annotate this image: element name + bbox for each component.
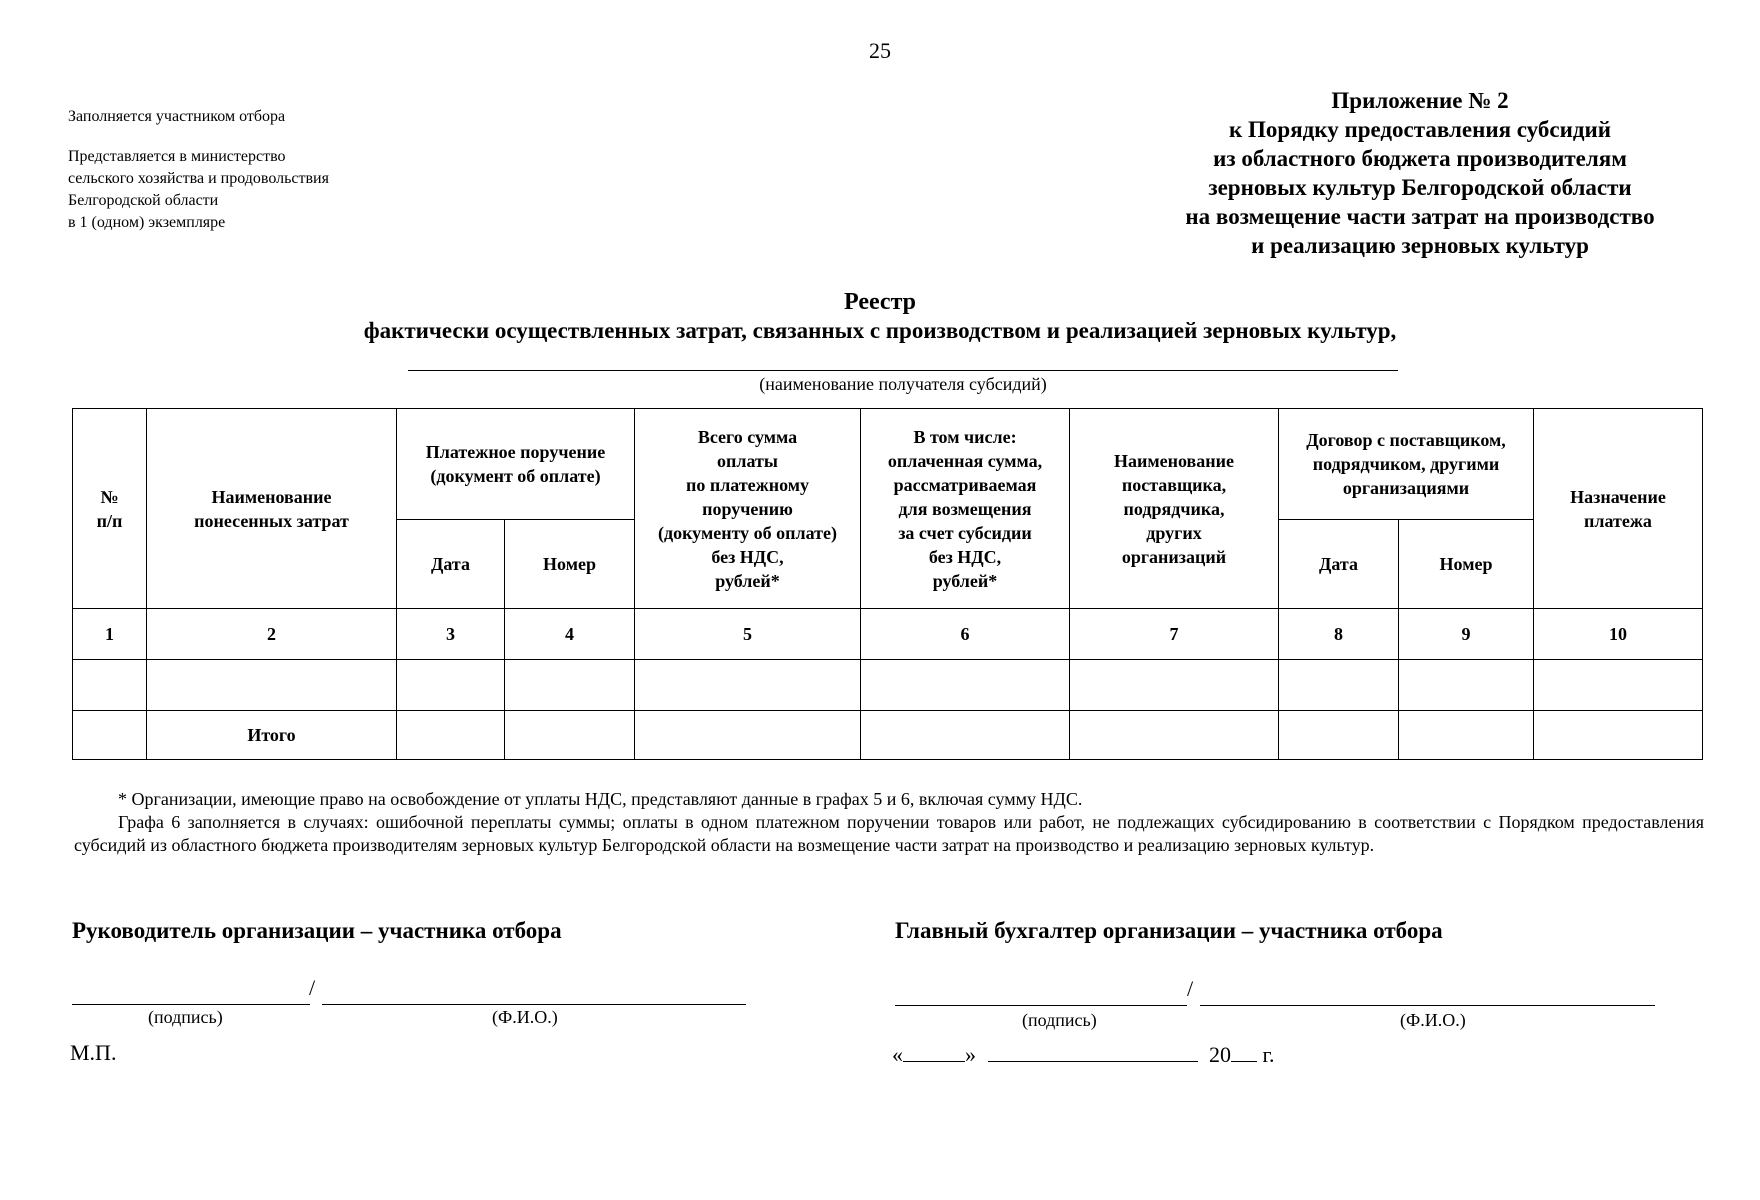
header-line: Наименование [1114,450,1234,471]
fio-caption: (Ф.И.О.) [1400,1010,1466,1030]
header-supplier-name [1070,409,1279,609]
total-row [73,711,1703,760]
header-line: организациями [1342,478,1470,498]
annex-line: Приложение № 2 [1331,88,1509,113]
recipient-name-line[interactable] [408,370,1398,371]
header-line: за счет субсидии [898,522,1032,543]
table-cell[interactable] [1279,711,1399,760]
accountant-signature-line[interactable] [895,1005,1187,1006]
header-line: по платежному [685,474,810,495]
column-number: 10 [1534,609,1703,660]
note-line: Представляется в министерство [68,148,286,165]
header-line: (документу об оплате) [657,522,838,543]
register-subtitle: фактически осуществленных затрат, связанных с производством и реализацией зерновых культур, [363,318,1397,343]
register-table [72,408,1703,760]
note-line: Белгородской области [68,192,219,209]
note-line: в 1 (одном) экземпляре [68,214,226,231]
table-cell[interactable] [73,711,147,760]
accountant-fio-line[interactable] [1200,1005,1655,1006]
table-cell[interactable] [1534,660,1703,711]
header-contract [1279,409,1534,520]
head-fio-line[interactable] [322,1004,746,1005]
table-cell[interactable] [1279,660,1399,711]
header-line: Платежное поручение [425,442,606,462]
header-line: рассматриваемая [893,474,1037,495]
header-line: оплаченная сумма, [887,450,1043,471]
register-title: Реестр [843,289,917,315]
accountant-signature-title: Главный бухгалтер организации – участника отбора [895,918,1443,943]
table-cell[interactable] [861,660,1070,711]
signature-caption: (подпись) [148,1007,223,1027]
header-line: организаций [1121,546,1227,567]
note-line: Заполняется участником отбора [68,108,286,125]
table-cell[interactable] [635,660,861,711]
header-line: подрядчиком, другими [1312,454,1500,474]
year-blank[interactable] [1231,1061,1257,1062]
header-line: Договор с поставщиком, [1306,430,1506,450]
column-number: 2 [147,609,397,660]
signature-slash: / [309,975,316,1000]
header-line: оплаты [717,450,778,471]
table-cell[interactable] [397,711,505,760]
signature-caption: (подпись) [1022,1010,1097,1030]
column-number-row [73,609,1703,660]
table-cell[interactable] [397,660,505,711]
table-cell[interactable] [635,711,861,760]
recipient-caption: (наименование получателя субсидий) [759,374,1047,394]
annex-line: из областного бюджета производителям [1213,146,1627,171]
header-row-number [73,409,147,609]
footnote-vat: * Организации, имеющие право на освобождение от уплаты НДС, представляют данные в графах 5 и 6, включая сумму НДС. [118,789,1083,809]
footnote-column6: Графа 6 заполняется в случаях: ошибочной переплаты суммы; оплаты в одном платежном поручении товаров или работ, не подлежащих субсидированию в соответствии с Порядком предоставления субсидий из областного бюджета производителям зерновых культур Белгородской области на возмещение части затрат на производство и реализацию зерновых культур. [74,812,1704,855]
column-number: 3 [397,609,505,660]
header-subsidy-amount [861,409,1070,609]
year-suffix: г. [1262,1042,1275,1067]
header-line: Всего сумма [697,426,798,447]
header-payment-number: Номер [505,520,635,609]
table-cell[interactable] [147,660,397,711]
header-line: подрядчика, [1123,498,1225,519]
header-total-amount [635,409,861,609]
day-blank[interactable] [903,1061,965,1062]
table-cell[interactable] [861,711,1070,760]
header-line: платежа [1584,510,1652,531]
header-line: для возмещения [898,498,1032,519]
date-quote-close: » [965,1042,976,1067]
footnote [74,788,1704,857]
annex-line: и реализацию зерновых культур [1251,233,1589,258]
header-line: № [100,486,119,507]
header-line: поручению [702,498,793,519]
table-cell[interactable] [505,711,635,760]
header-line: рублей* [932,570,998,591]
date-field [892,1042,1275,1068]
table-cell[interactable] [505,660,635,711]
annex-line: к Порядку предоставления субсидий [1229,117,1611,142]
column-number: 6 [861,609,1070,660]
column-number: 8 [1279,609,1399,660]
submission-note [68,106,329,234]
page-number: 25 [869,38,891,63]
header-line: понесенных затрат [194,510,349,531]
header-line: В том числе: [913,426,1017,447]
column-number: 5 [635,609,861,660]
table-cell[interactable] [1070,711,1279,760]
header-line: (документ об оплате) [430,466,601,486]
header-line: поставщика, [1121,474,1227,495]
header-expense-name [147,409,397,609]
year-prefix: 20 [1209,1042,1231,1067]
column-number: 9 [1399,609,1534,660]
header-line: других [1146,522,1202,543]
header-line: п/п [96,510,123,531]
total-label: Итого [147,711,397,760]
table-cell[interactable] [1399,660,1534,711]
table-cell[interactable] [1399,711,1534,760]
column-number: 7 [1070,609,1279,660]
table-cell[interactable] [1534,711,1703,760]
header-line: без НДС, [928,546,1002,567]
note-line: сельского хозяйства и продовольствия [68,170,329,187]
head-signature-title: Руководитель организации – участника отбора [72,918,562,943]
header-contract-number: Номер [1399,520,1534,609]
table-cell[interactable] [73,660,147,711]
month-blank[interactable] [988,1061,1198,1062]
header-line: Назначение [1570,486,1666,507]
column-number: 4 [505,609,635,660]
header-payment-date: Дата [397,520,505,609]
annex-line: на возмещение части затрат на производство [1185,204,1655,229]
header-line: рублей* [715,570,780,591]
fio-caption: (Ф.И.О.) [492,1007,558,1027]
column-number: 1 [73,609,147,660]
table-cell[interactable] [1070,660,1279,711]
header-payment-order [397,409,635,520]
table-row [73,660,1703,711]
header-contract-date: Дата [1279,520,1399,609]
header-line: Наименование [211,486,332,507]
annex-header [1120,86,1720,260]
header-payment-purpose [1534,409,1703,609]
signature-slash: / [1187,976,1194,1001]
header-line: без НДС, [711,546,784,567]
stamp-place: М.П. [70,1040,117,1065]
annex-line: зерновых культур Белгородской области [1208,175,1632,200]
head-signature-line[interactable] [72,1004,310,1005]
date-quote-open: « [892,1042,903,1067]
